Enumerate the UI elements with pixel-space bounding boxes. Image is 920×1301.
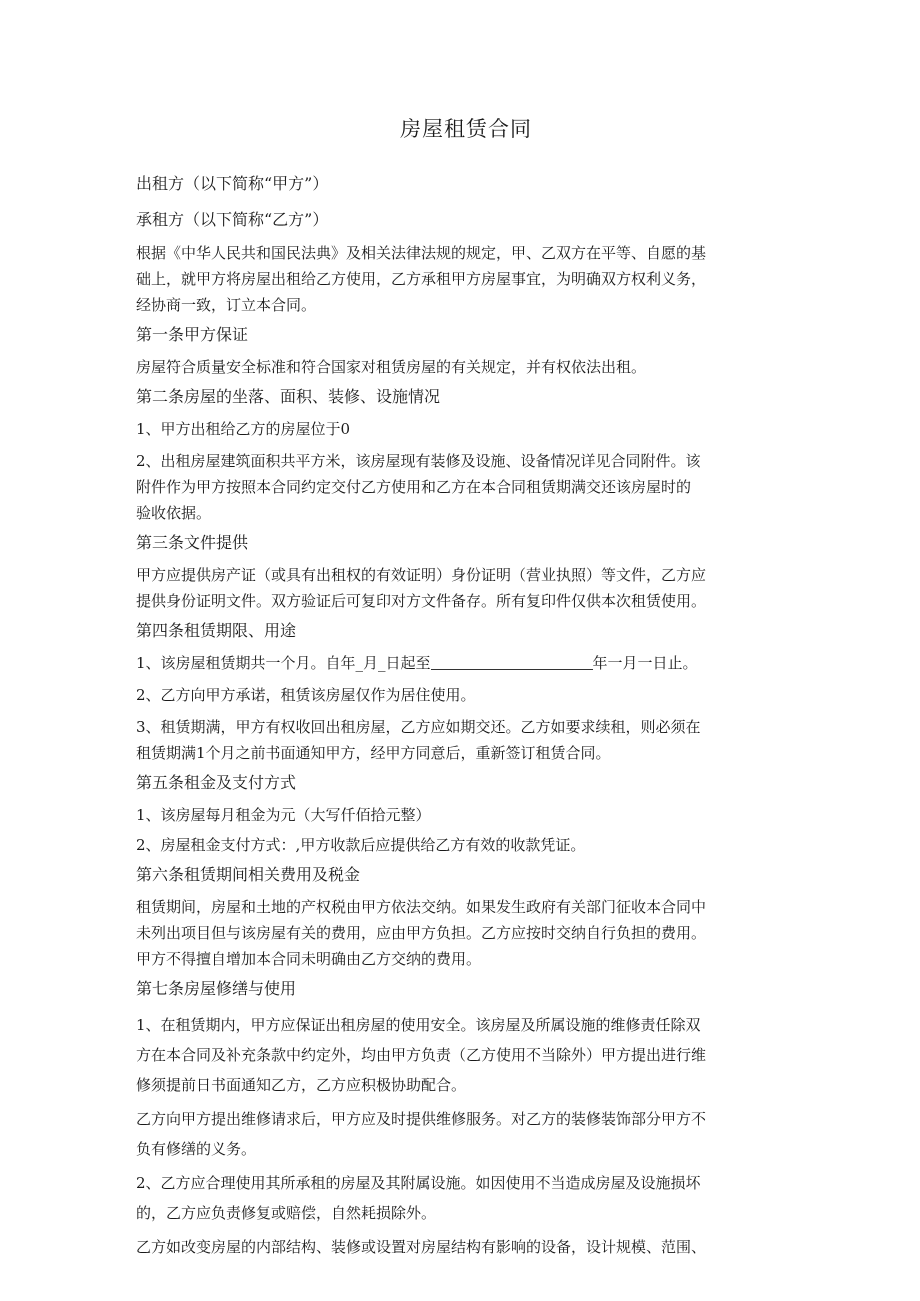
article-7-paragraph-2-line: 乙方向甲方提出维修请求后，甲方应及时提供维修服务。对乙方的装修装饰部分甲方不 bbox=[136, 1110, 707, 1128]
article-7-item-2-line: 的，乙方应负责修复或赔偿，自然耗损除外。 bbox=[136, 1204, 437, 1222]
preamble bbox=[136, 240, 796, 318]
article-5-item-1: 1、该房屋每月租金为元（大写仟佰拾元整） bbox=[136, 806, 431, 824]
article-7-item-1 bbox=[136, 1010, 796, 1100]
article-2-heading: 第二条房屋的坐落、面积、装修、设施情况 bbox=[136, 387, 441, 406]
article-7-item-1-line: 1、在租赁期内，甲方应保证出租房屋的使用安全。该房屋及所属设施的维修责任除双 bbox=[136, 1016, 701, 1034]
article-4-item-1-end: 年一月一日止。 bbox=[592, 654, 698, 672]
lessee-line: 承租方（以下简称“乙方”） bbox=[136, 210, 329, 229]
article-7-item-1-line: 修须提前日书面通知乙方，乙方应积极协助配合。 bbox=[136, 1076, 467, 1094]
article-7-item-2 bbox=[136, 1168, 796, 1228]
contract-page bbox=[136, 112, 796, 1262]
article-6-heading: 第六条租赁期间相关费用及税金 bbox=[136, 865, 361, 884]
end-date-blank bbox=[431, 653, 593, 670]
article-4-item-1-start: 1、该房屋租赁期共一个月。自年_月_日起至 bbox=[136, 654, 431, 672]
article-7-item-2-line: 2、乙方应合理使用其所承租的房屋及其附属设施。如因使用不当造成房屋及设施损坏 bbox=[136, 1174, 701, 1192]
article-4-heading: 第四条租赁期限、用途 bbox=[136, 621, 297, 640]
preamble-line: 根据《中华人民共和国民法典》及相关法律法规的规定，甲、乙双方在平等、自愿的基 bbox=[136, 244, 707, 262]
preamble-line: 础上，就甲方将房屋出租给乙方使用，乙方承租甲方房屋事宜，为明确双方权利义务， bbox=[136, 270, 707, 288]
article-2-item-1: 1、甲方出租给乙方的房屋位于0 bbox=[136, 420, 351, 438]
article-3-heading: 第三条文件提供 bbox=[136, 533, 249, 552]
article-1-heading: 第一条甲方保证 bbox=[136, 325, 249, 344]
article-3-body bbox=[136, 562, 796, 614]
article-5-heading: 第五条租金及支付方式 bbox=[136, 773, 297, 792]
article-4-item-3 bbox=[136, 714, 796, 766]
article-2-item-2-line: 验收依据。 bbox=[136, 504, 212, 522]
article-6-body-line: 未列出项目但与该房屋有关的费用，应由甲方负担。乙方应按时交纳自行负担的费用。 bbox=[136, 924, 707, 942]
article-6-body bbox=[136, 894, 796, 972]
article-2-item-2-line: 附件作为甲方按照本合同约定交付乙方使用和乙方在本合同租赁期满交还该房屋时的 bbox=[136, 478, 692, 496]
article-4-item-1 bbox=[136, 650, 796, 676]
document-title: 房屋租赁合同 bbox=[400, 117, 532, 141]
article-6-body-line: 租赁期间，房屋和土地的产权税由甲方依法交纳。如果发生政府有关部门征收本合同中 bbox=[136, 898, 707, 916]
article-3-body-line: 甲方应提供房产证（或具有出租权的有效证明）身份证明（营业执照）等文件，乙方应 bbox=[136, 566, 707, 584]
article-4-item-3-line: 租赁期满1个月之前书面通知甲方，经甲方同意后，重新签订租赁合同。 bbox=[136, 744, 611, 762]
article-5-item-2: 2、房屋租金支付方式：,甲方收款后应提供给乙方有效的收款凭证。 bbox=[136, 836, 586, 854]
article-7-paragraph-4: 乙方如改变房屋的内部结构、装修或设置对房屋结构有影响的设备，设计规模、范围、 bbox=[136, 1238, 707, 1256]
article-1-body: 房屋符合质量安全标准和符合国家对租赁房屋的有关规定，并有权依法出租。 bbox=[136, 358, 647, 376]
article-7-heading: 第七条房屋修缮与使用 bbox=[136, 979, 297, 998]
lessor-line: 出租方（以下简称“甲方”） bbox=[136, 174, 329, 193]
article-4-item-3-line: 3、租赁期满，甲方有权收回出租房屋，乙方应如期交还。乙方如要求续租，则必须在 bbox=[136, 718, 701, 736]
article-6-body-line: 甲方不得擅自增加本合同未明确由乙方交纳的费用。 bbox=[136, 950, 482, 968]
article-7-paragraph-2-line: 负有修缮的义务。 bbox=[136, 1140, 257, 1158]
article-4-item-2: 2、乙方向甲方承诺，租赁该房屋仅作为居住使用。 bbox=[136, 686, 476, 704]
preamble-line: 经协商一致，订立本合同。 bbox=[136, 296, 317, 314]
article-2-item-2 bbox=[136, 448, 796, 526]
article-2-item-2-line: 2、出租房屋建筑面积共平方米，该房屋现有装修及设施、设备情况详见合同附件。该 bbox=[136, 452, 701, 470]
article-3-body-line: 提供身份证明文件。双方验证后可复印对方文件备存。所有复印件仅供本次租赁使用。 bbox=[136, 592, 707, 610]
article-7-item-1-line: 方在本合同及补充条款中约定外，均由甲方负责（乙方使用不当除外）甲方提出进行维 bbox=[136, 1046, 707, 1064]
article-7-paragraph-2 bbox=[136, 1104, 796, 1164]
